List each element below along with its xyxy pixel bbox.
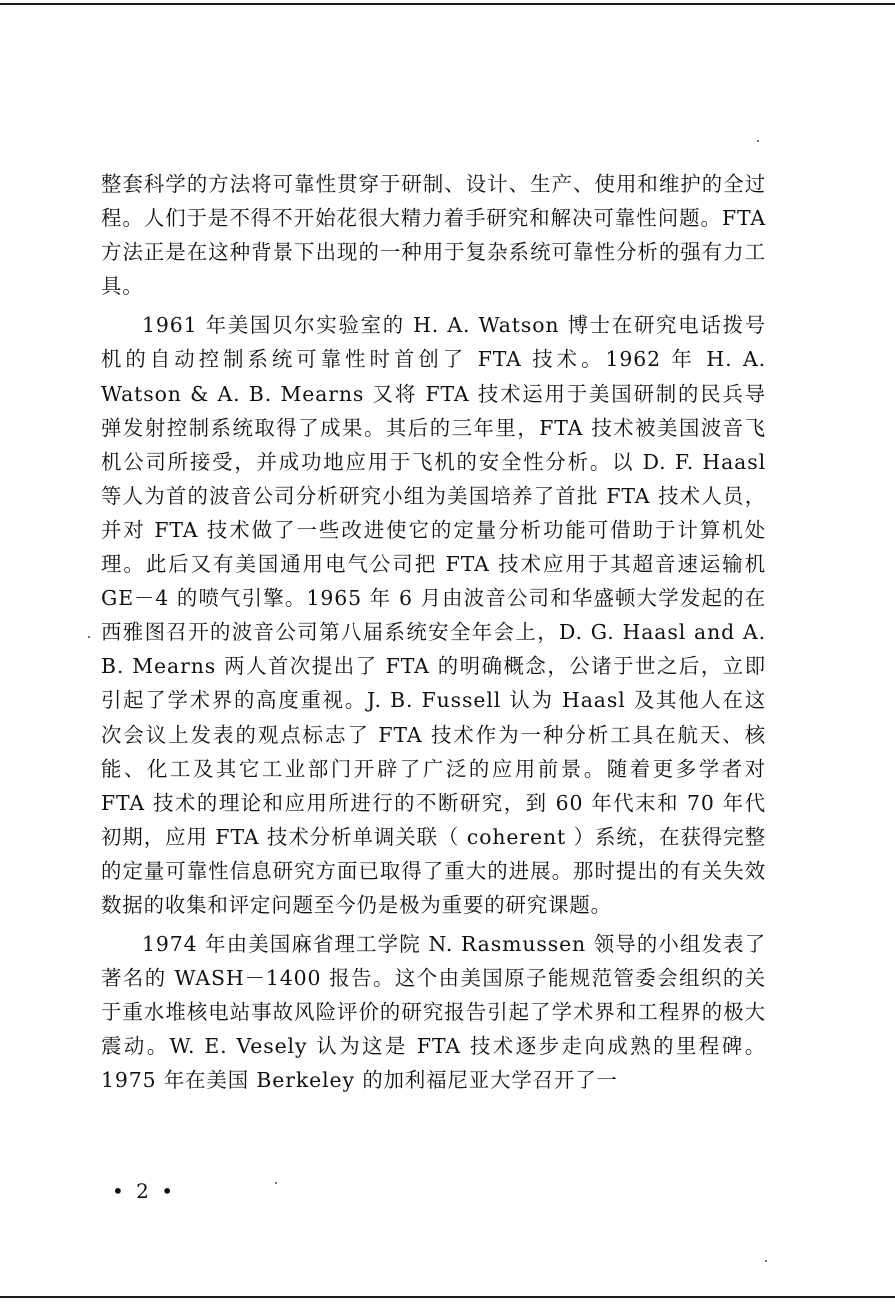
scan-speck [88,636,90,638]
top-border-line [0,3,895,5]
scan-speck [275,1182,277,1184]
paragraph-continued: 整套科学的方法将可靠性贯穿于研制、设计、生产、使用和维护的全过程。人们于是不得不开始花很大精力着手研究和解决可靠性问题。FTA 方法正是在这种背景下出现的一种用于复杂系统可靠性分析的强有力工具。 [101,172,766,299]
scan-speck [765,1260,767,1262]
paragraph-fta-history: 1961 年美国贝尔实验室的 H. A. Watson 博士在研究电话拨号机的自动控制系统可靠性时首创了 FTA 技术。1962 年 H. A. Watson & A. B. Mearns 又将 FTA 技术运用于美国研制的民兵导弹发射控制系统取得了成果。其后的三年里，FTA 技术被美国波音飞机公司所接受，并成功地应用于飞机的安全性分析。以 D. F. Haasl 等人为首的波音公司分析研究小组为美国培养了首批 FTA 技术人员，并对 FTA 技术做了一些改进使它的定量分析功能可借助于计算机处理。此后又有美国通用电气公司把 FTA 技术应用于其超音速运输机 GE－4 的喷气引擎。1965 年 6 月由波音公司和华盛顿大学发起的在西雅图召开的波音公司第八届系统安全年会上，D. G. Haasl and A. B. Mearns 两人首次提出了 FTA 的明确概念，公诸于世之后，立即引起了学术界的高度重视。J. B. Fussell 认为 Haasl 及其他人在这次会议上发表的观点标志了 FTA 技术作为一种分析工具在航天、核能、化工及其它工业部门开辟了广泛的应用前景。随着更多学者对 FTA 技术的理论和应用所进行的不断研究，到 60 年代末和 70 年代初期，应用 FTA 技术分析单调关联（ coherent ）系统，在获得完整的定量可靠性信息研究方面已取得了重大的进展。那时提出的有关失效数据的收集和评定问题至今仍是极为重要的研究课题。 [101,313,766,917]
page-number: • 2 • [112,1179,177,1203]
paragraph-wash-1400: 1974 年由美国麻省理工学院 N. Rasmussen 领导的小组发表了著名的 WASH－1400 报告。这个由美国原子能规范管委会组织的关于重水堆核电站事故风险评价的研究报告引起了学术界和工程界的极大震动。W. E. Vesely 认为这是 FTA 技术逐步走向成熟的里程碑。1975 年在美国 Berkeley 的加利福尼亚大学召开了一 [101,932,766,1093]
scan-speck [757,140,759,142]
bottom-border-line [0,1296,895,1298]
page-body [101,167,766,1103]
